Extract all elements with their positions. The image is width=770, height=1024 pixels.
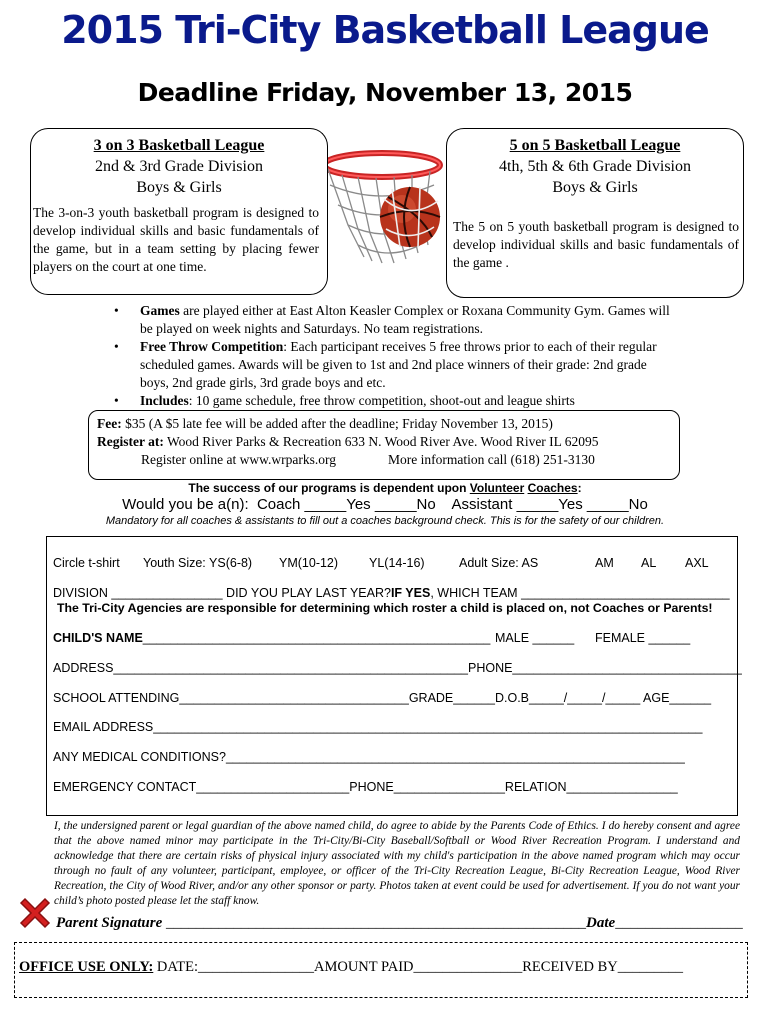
- league-3on3-gender: Boys & Girls: [136, 179, 222, 196]
- more-info-phone: More information call (618) 251-3130: [387, 452, 595, 467]
- date-line[interactable]: _________________: [615, 915, 743, 931]
- registration-form: [46, 536, 742, 816]
- agencies-notice: The Tri-City Agencies are responsible for determining which roster a child is placed on, not Coaches or Parents!: [57, 601, 713, 615]
- page-title: 2015 Tri-City Basketball League: [61, 8, 709, 52]
- signature-row[interactable]: [56, 915, 743, 932]
- mandatory-notice: Mandatory for all coaches & assistants to fill out a coaches background check. This is for the safety of our children.: [105, 515, 665, 527]
- email-field[interactable]: EMAIL ADDRESS_______________________________________________________________________________: [53, 720, 703, 734]
- adult-size-as[interactable]: Adult Size: AS: [459, 556, 539, 570]
- register-label: Register at:: [97, 434, 164, 449]
- youth-size-yl[interactable]: YL(14-16): [369, 556, 425, 570]
- child-name-row[interactable]: [53, 631, 731, 645]
- fee-box: [88, 410, 680, 480]
- adult-size-am[interactable]: AM: [595, 556, 614, 570]
- x-mark-icon: [16, 894, 54, 932]
- office-use-box: [14, 942, 748, 998]
- basketball-hoop-image: [322, 125, 450, 267]
- male-field[interactable]: MALE ______: [495, 631, 575, 645]
- date-label: Date: [586, 915, 616, 931]
- fee-label: Fee:: [97, 416, 122, 431]
- list-item: • Includes: 10 game schedule, free throw competition, shoot-out and league shirts: [114, 393, 575, 408]
- league-5on5-description: The 5 on 5 youth basketball program is designed to develop individual skills and basic fundamentals of the game .: [453, 219, 739, 270]
- league-3on3-header-box: [30, 128, 328, 207]
- child-name-field[interactable]: __________________________________________________: [142, 631, 491, 645]
- register-online-link[interactable]: Register online at www.wrparks.org: [141, 452, 336, 467]
- school-field[interactable]: SCHOOL ATTENDING_________________________________GRADE______D.O.B_____/_____/_____ AGE______: [53, 691, 712, 705]
- league-3on3-title: 3 on 3 Basketball League: [93, 137, 265, 154]
- signature-line[interactable]: ________________________________________________________: [162, 915, 587, 931]
- league-3on3-description: The 3-on-3 youth basketball program is designed to develop individual skills and basic fundamentals of the game, but in a team setting by placing fewer players on the court at one time.: [33, 205, 319, 274]
- youth-size-ys[interactable]: Youth Size: YS(6-8): [143, 556, 253, 570]
- deadline: Deadline Friday, November 13, 2015: [137, 78, 633, 107]
- legal-waiver: I, the undersigned parent or legal guardian of the above named child, do agree to abide by the Parents Code of Ethics. I do hereby consent and agree that the above named minor may participate in the Tri-City/Bi-City Baseball/Softball or Wood River Recreation Program. I understand and acknowledge that there are certain risks of physical injury associated with my child's participation in the above named program which may occur through no fault of any volunteer, participant, employee, or officer of the Tri-City Recreation League, Bi-City Recreation League, Wood River Recreation, the City of Wood River, and/or any other sponsor or party. Photos taken at event could be used for advertisement. If you do not want your child’s photo posted please let the staff know.: [54, 820, 740, 907]
- list-item: • Free Throw Competition: Each participant receives 5 free throws prior to each of their regular scheduled games. Awards will be given to 1st and 2nd place winners of their grade: 2nd grade boys, 2nd grade girls, 3rd grade boys and etc.: [114, 339, 657, 390]
- fee-text: $35 (A $5 late fee will be added after the deadline; Friday November 13, 2015): [121, 416, 553, 431]
- league-5on5-title: 5 on 5 Basketball League: [509, 137, 681, 154]
- league-5on5-gender: Boys & Girls: [552, 179, 638, 196]
- youth-size-ym[interactable]: YM(10-12): [279, 556, 339, 570]
- address-field[interactable]: ADDRESS___________________________________________________PHONE_________________________________: [53, 661, 742, 675]
- signature-label: Parent Signature: [56, 915, 163, 931]
- child-name-label: CHILD'S NAME: [53, 631, 143, 645]
- league-5on5-box: [446, 128, 744, 298]
- adult-size-al[interactable]: AL: [641, 556, 657, 570]
- program-details-list: [112, 302, 672, 410]
- emergency-field[interactable]: EMERGENCY CONTACT______________________PHONE________________RELATION________________: [53, 780, 678, 794]
- league-3on3-division: 2nd & 3rd Grade Division: [95, 158, 263, 175]
- adult-size-axl[interactable]: AXL: [685, 556, 709, 570]
- medical-field[interactable]: ANY MEDICAL CONDITIONS?__________________________________________________________________: [53, 750, 685, 764]
- volunteer-notice: The success of our programs is dependent upon Volunteer Coaches:: [188, 481, 582, 495]
- office-use-fields: DATE:________________AMOUNT PAID_______________RECEIVED BY_________: [153, 959, 683, 975]
- volunteer-question: Would you be a(n): Coach _____Yes _____No Assistant _____Yes _____No: [122, 496, 648, 513]
- league-5on5-division: 4th, 5th & 6th Grade Division: [499, 158, 691, 175]
- list-item: • Games are played either at East Alton Keasler Complex or Roxana Community Gym. Games will be played on week nights and Saturdays. No team registrations.: [114, 303, 670, 336]
- female-field[interactable]: FEMALE ______: [595, 631, 691, 645]
- register-text: Wood River Parks & Recreation 633 N. Wood River Ave. Wood River IL 62095: [163, 434, 599, 449]
- division-row[interactable]: DIVISION ________________ DID YOU PLAY LAST YEAR?IF YES, WHICH TEAM ______________________________: [53, 586, 730, 600]
- tshirt-label: Circle t-shirt: [53, 556, 120, 570]
- office-use-label: OFFICE USE ONLY:: [19, 959, 154, 975]
